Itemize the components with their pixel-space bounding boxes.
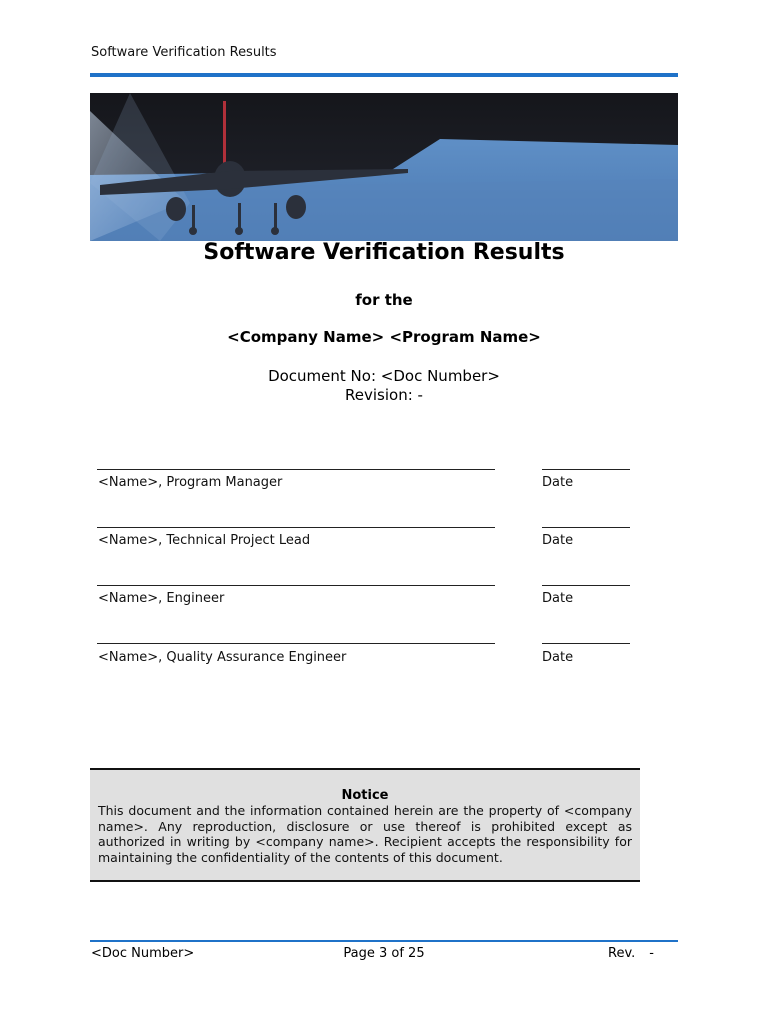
notice-title: Notice — [341, 788, 389, 803]
date-label: Date — [542, 591, 574, 606]
signature-line — [97, 643, 495, 644]
date-label: Date — [542, 533, 574, 548]
signatory-name: <Name>, Quality Assurance Engineer — [98, 650, 347, 665]
notice-box — [90, 768, 640, 882]
date-line — [542, 585, 630, 586]
document-title: Software Verification Results — [203, 240, 565, 265]
footer-doc-number: <Doc Number> — [91, 946, 195, 961]
signatory-name: <Name>, Technical Project Lead — [98, 533, 311, 548]
cover-banner-image — [90, 93, 678, 241]
for-the-label: for the — [355, 291, 413, 309]
signatory-name: <Name>, Program Manager — [98, 475, 283, 490]
date-line — [542, 527, 630, 528]
footer-rev-label: Rev. — [608, 946, 636, 961]
footer-rev-value: - — [649, 946, 654, 961]
date-line — [542, 643, 630, 644]
footer-revision — [608, 946, 668, 961]
signature-line — [97, 469, 495, 470]
airplane-landing-image — [90, 93, 678, 241]
company-program-name: <Company Name> <Program Name> — [227, 328, 541, 346]
date-line — [542, 469, 630, 470]
signature-line — [97, 585, 495, 586]
footer-page-number: Page 3 of 25 — [343, 946, 425, 961]
date-label: Date — [542, 650, 574, 665]
header-rule — [90, 73, 678, 77]
notice-body: This document and the information contained herein are the property of <company name>. Any reproduction, disclosure or use thereof is prohibited except as authorized in writing by <company name>. Recipient accepts the responsibility for maintaining the confidentiality of the contents of this document. — [98, 803, 632, 865]
revision: Revision: - — [345, 386, 423, 404]
date-label: Date — [542, 475, 574, 490]
footer-rule — [90, 940, 678, 942]
document-number: Document No: <Doc Number> — [268, 367, 500, 385]
signatory-name: <Name>, Engineer — [98, 591, 225, 606]
signature-line — [97, 527, 495, 528]
running-header: Software Verification Results — [91, 45, 277, 60]
